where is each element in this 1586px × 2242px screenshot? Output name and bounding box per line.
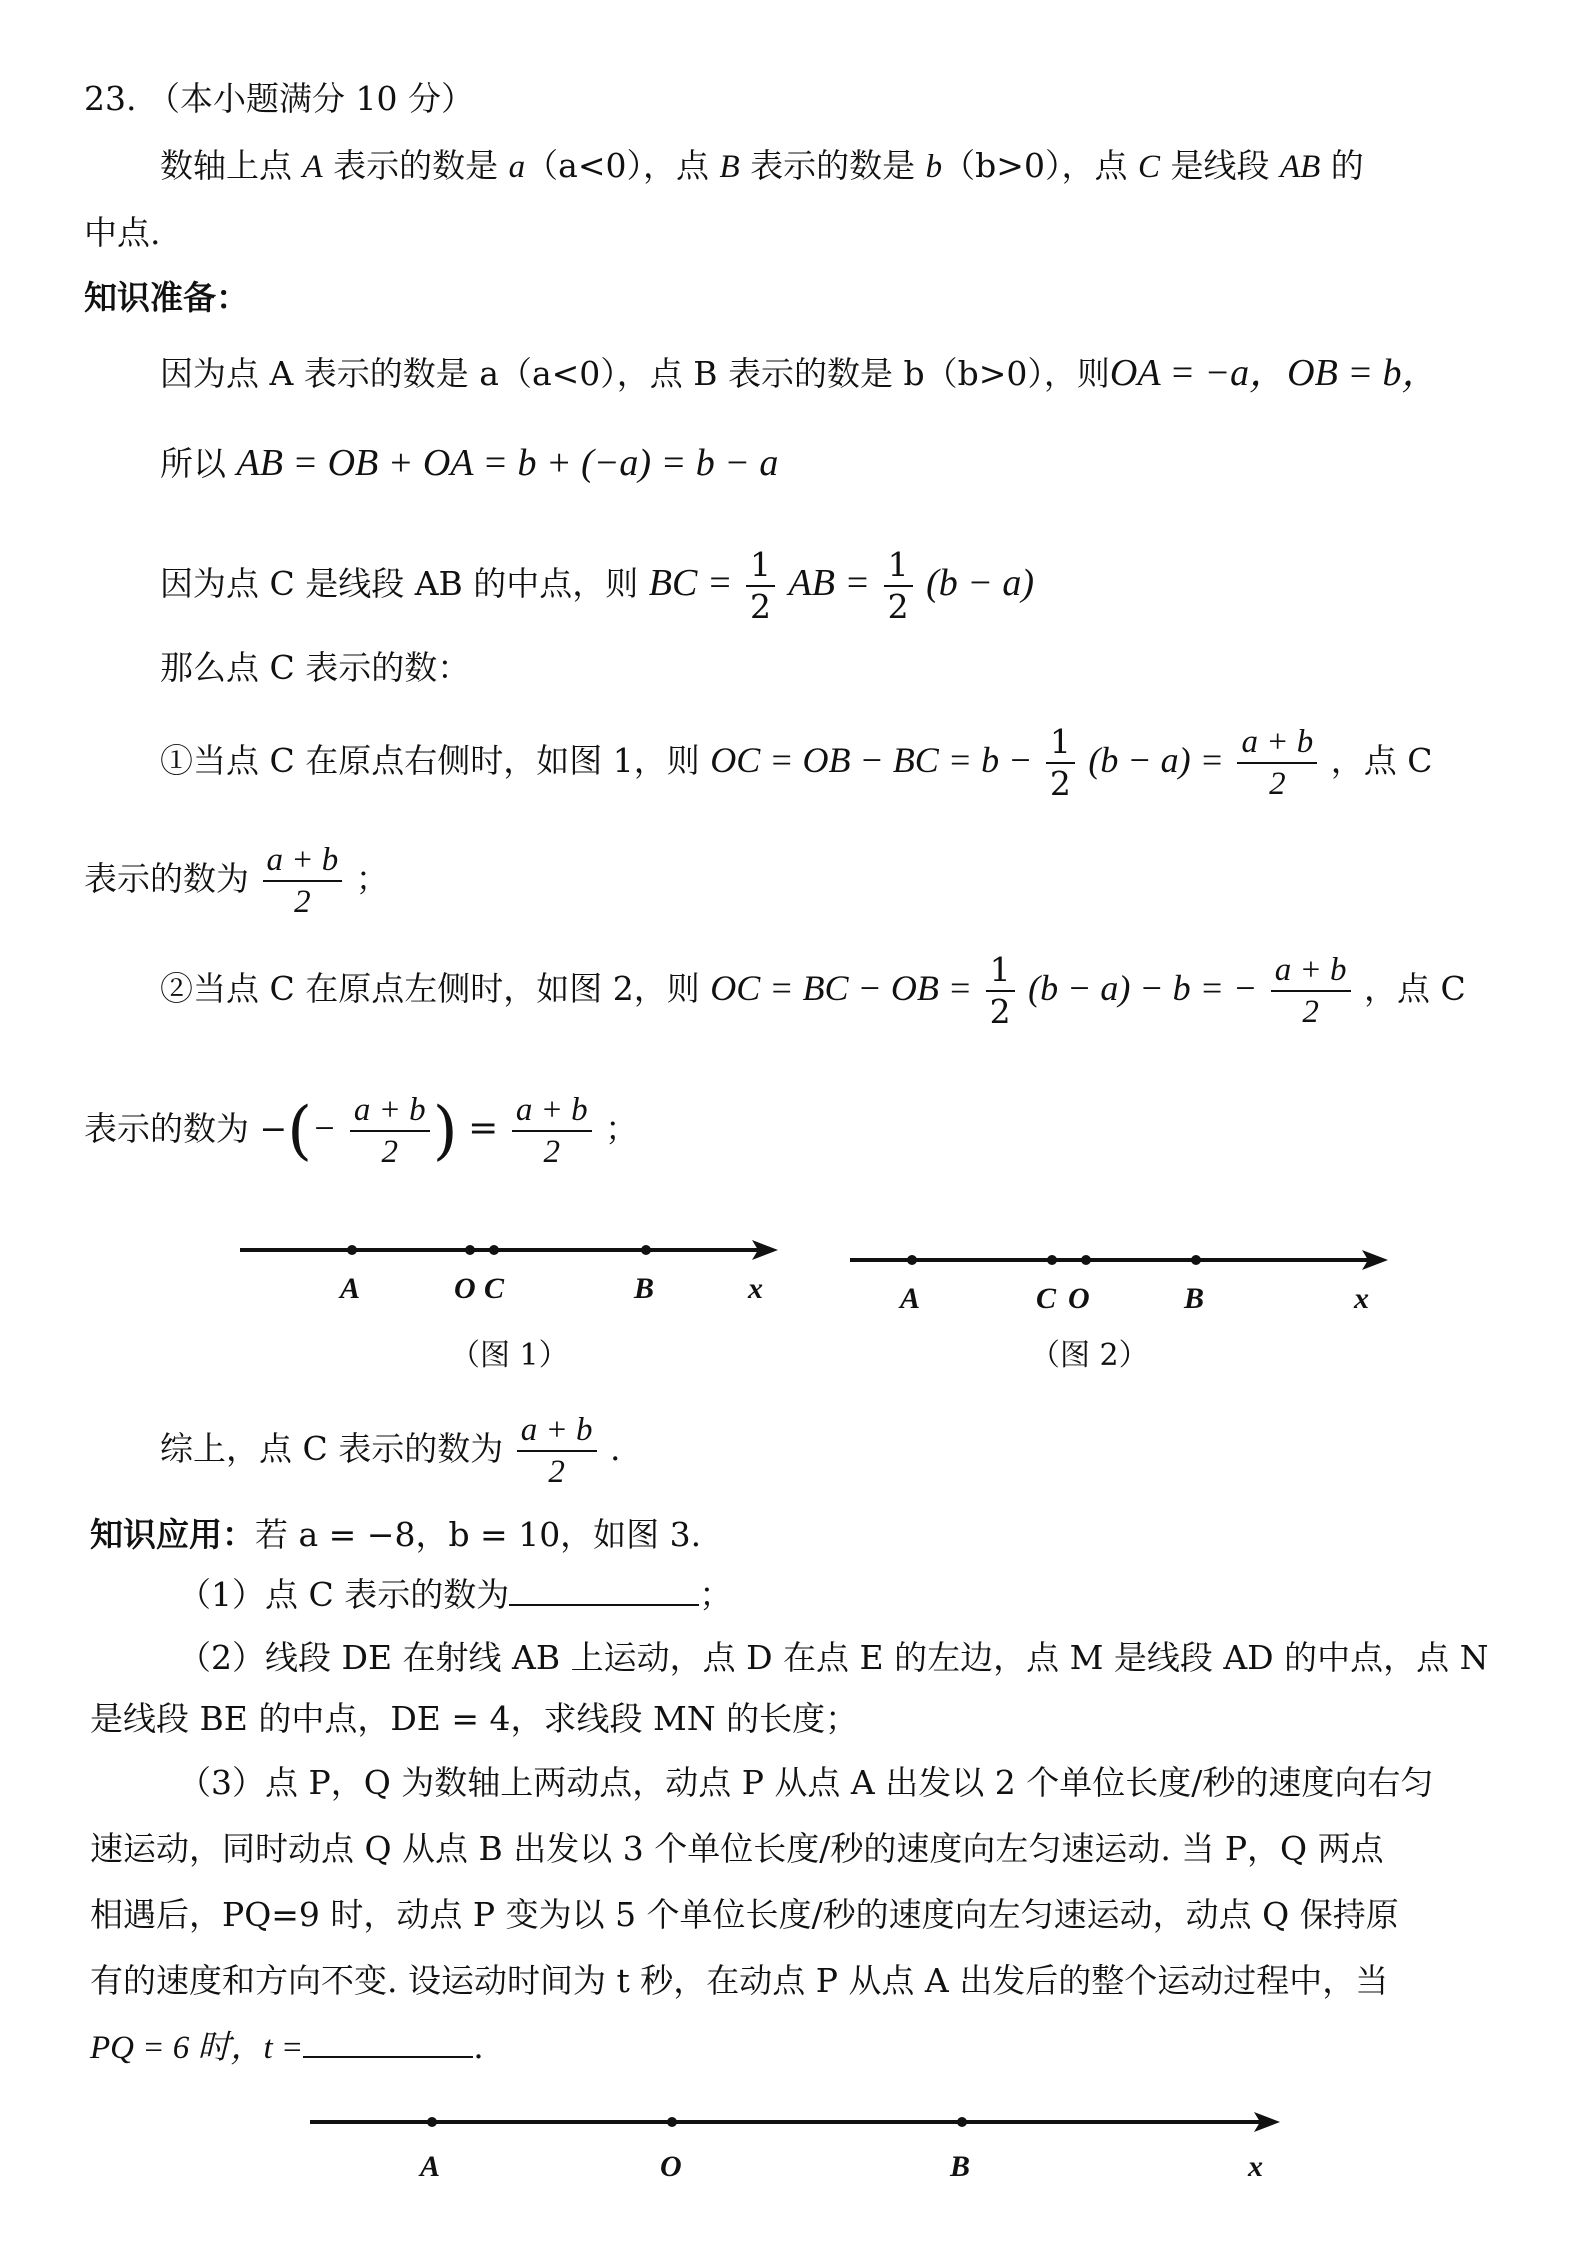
prep-text: 所以 bbox=[160, 444, 226, 483]
question-3-line-5 bbox=[90, 2024, 484, 2071]
prep-text: ①当点 C 在原点右侧时，如图 1，则 bbox=[160, 741, 700, 780]
frac-num: 1 bbox=[986, 950, 1015, 992]
fig2-label-o: O bbox=[1068, 1282, 1090, 1315]
intro-text: 的 bbox=[1330, 146, 1364, 185]
prep-line-1 bbox=[160, 350, 1439, 397]
prep-text: 因为点 A 表示的数是 a（a<0），点 B 表示的数是 b（b>0），则 bbox=[160, 354, 1110, 393]
fig1-label-c: C bbox=[484, 1272, 505, 1305]
frac-den: 2 bbox=[887, 587, 909, 626]
frac-den: 2 bbox=[1269, 766, 1286, 802]
q3-text: PQ = 6 时，t = bbox=[90, 2030, 304, 2066]
left-paren: ( bbox=[287, 1094, 313, 1168]
prep-formula: OA = −a，OB = b， bbox=[1109, 352, 1440, 394]
fig2-label-c: C bbox=[1036, 1282, 1057, 1315]
fraction-a-plus-b bbox=[263, 840, 343, 922]
intro-point-c: C bbox=[1137, 149, 1160, 185]
intro-cond-b: （b>0），点 bbox=[942, 146, 1128, 185]
fig1-label-o: O bbox=[454, 1272, 476, 1305]
prep-formula: (b − a) − b = − bbox=[1028, 968, 1258, 1008]
q1-text: （1）点 C 表示的数为 bbox=[178, 1575, 510, 1614]
intro-line-2: 中点. bbox=[84, 213, 161, 252]
prep-formula: OC = OB − BC = b − bbox=[710, 740, 1033, 780]
intro-segment-ab: AB bbox=[1279, 149, 1321, 185]
question-3-line-2: 速运动，同时动点 Q 从点 B 出发以 3 个单位长度/秒的速度向左匀速运动. 当 P，Q 两点 bbox=[90, 1829, 1384, 1868]
fraction-a-plus-b bbox=[1271, 950, 1351, 1032]
intro-text: 数轴上点 bbox=[160, 146, 292, 185]
application-heading: 知识应用： bbox=[90, 1515, 255, 1554]
fraction-half bbox=[746, 545, 775, 627]
prep-text: ，点 C bbox=[1364, 969, 1466, 1008]
prep-text: ，点 C bbox=[1330, 741, 1433, 780]
prep-formula: BC = bbox=[648, 562, 733, 604]
frac-den: 2 bbox=[294, 884, 311, 920]
q3-text: . bbox=[473, 2027, 484, 2066]
fig3-label-x: x bbox=[1248, 2150, 1263, 2183]
question-3-line-1: （3）点 P，Q 为数轴上两动点，动点 P 从点 A 出发以 2 个单位长度/秒的速度向右匀 bbox=[178, 1763, 1434, 1802]
fig3-label-a: A bbox=[420, 2150, 441, 2183]
intro-text: 表示的数是 bbox=[750, 146, 916, 185]
intro-cond-a: （a<0），点 bbox=[525, 146, 709, 185]
fig2-label-x: x bbox=[1354, 1282, 1369, 1315]
prep-line-6 bbox=[84, 840, 389, 922]
question-3-line-3: 相遇后，PQ=9 时，动点 P 变为以 5 个单位长度/秒的速度向左匀速运动，动点 Q 保持原 bbox=[90, 1895, 1399, 1934]
prep-text: 表示的数为 bbox=[84, 859, 249, 898]
question-2-line-1: （2）线段 DE 在射线 AB 上运动，点 D 在点 E 的左边，点 M 是线段 AD 的中点，点 N bbox=[178, 1638, 1489, 1677]
question-1 bbox=[178, 1572, 732, 1618]
summary-line bbox=[160, 1410, 621, 1492]
prep-line-3 bbox=[160, 545, 1034, 627]
prep-text: ②当点 C 在原点左侧时，如图 2，则 bbox=[160, 969, 700, 1008]
fig2-label-a: A bbox=[900, 1282, 921, 1315]
figure-2-number-line bbox=[840, 1230, 1400, 1320]
summary-text: 综上，点 C 表示的数为 bbox=[160, 1429, 504, 1468]
fraction-half bbox=[884, 545, 913, 627]
q3-answer-blank[interactable] bbox=[303, 2026, 473, 2058]
fig1-label-a: A bbox=[340, 1272, 361, 1305]
frac-num: a + b bbox=[1271, 950, 1351, 992]
fraction-half bbox=[986, 950, 1015, 1032]
score-note: （本小题满分 10 分） bbox=[146, 79, 474, 118]
summary-text: . bbox=[610, 1429, 621, 1468]
figure-3-number-line bbox=[300, 2092, 1290, 2192]
frac-den: 2 bbox=[989, 992, 1011, 1031]
frac-den: 2 bbox=[543, 1134, 560, 1170]
prep-text: 因为点 C 是线段 AB 的中点，则 bbox=[160, 564, 639, 603]
question-2-line-2: 是线段 BE 的中点，DE = 4，求线段 MN 的长度； bbox=[90, 1699, 859, 1738]
prep-line-2 bbox=[160, 440, 778, 487]
fraction-half bbox=[1046, 722, 1075, 804]
intro-point-b: B bbox=[719, 149, 740, 185]
intro-var-a: a bbox=[508, 149, 526, 185]
intro-line-1 bbox=[160, 143, 1364, 190]
fig2-label-b: B bbox=[1184, 1282, 1205, 1315]
intro-var-b: b bbox=[925, 149, 943, 185]
prep-formula: − bbox=[312, 1108, 337, 1148]
frac-den: 2 bbox=[548, 1454, 565, 1490]
prep-line-4: 那么点 C 表示的数： bbox=[160, 648, 471, 687]
frac-num: a + b bbox=[517, 1410, 597, 1452]
prep-formula: AB = OB + OA = b + (−a) = b − a bbox=[236, 442, 779, 484]
fraction-a-plus-b bbox=[517, 1410, 597, 1492]
fraction-a-plus-b bbox=[512, 1090, 592, 1172]
frac-num: 1 bbox=[1046, 722, 1075, 764]
frac-den: 2 bbox=[1049, 764, 1071, 803]
problem-number: 23. bbox=[84, 79, 137, 118]
frac-num: a + b bbox=[263, 840, 343, 882]
fraction-a-plus-b bbox=[1237, 722, 1317, 804]
fraction-a-plus-b bbox=[350, 1090, 430, 1172]
application-line bbox=[90, 1512, 701, 1558]
prep-text: 表示的数为 − bbox=[84, 1109, 288, 1148]
prep-line-8 bbox=[84, 1090, 638, 1172]
prep-formula: (b − a) = bbox=[1088, 740, 1224, 780]
prep-formula: OC = BC − OB = bbox=[710, 968, 973, 1008]
frac-num: a + b bbox=[1237, 722, 1317, 764]
prep-heading: 知识准备： bbox=[84, 278, 249, 317]
intro-text: 是线段 bbox=[1170, 146, 1270, 185]
prep-text: ； bbox=[355, 859, 389, 898]
figure-1-number-line bbox=[230, 1220, 790, 1310]
prep-text: ； bbox=[605, 1109, 639, 1148]
problem-header bbox=[84, 76, 474, 122]
fig3-label-b: B bbox=[950, 2150, 971, 2183]
frac-num: 1 bbox=[884, 545, 913, 587]
frac-den: 2 bbox=[1302, 994, 1319, 1030]
frac-num: 1 bbox=[746, 545, 775, 587]
q1-text: ； bbox=[699, 1575, 733, 1614]
intro-point-a: A bbox=[302, 149, 323, 185]
prep-formula: AB = bbox=[788, 562, 871, 604]
prep-formula: = bbox=[468, 1108, 499, 1149]
fig1-label-x: x bbox=[748, 1272, 763, 1305]
prep-line-5 bbox=[160, 722, 1432, 804]
fig1-label-b: B bbox=[634, 1272, 655, 1305]
right-paren: ) bbox=[432, 1094, 458, 1168]
fig3-label-o: O bbox=[660, 2150, 682, 2183]
frac-num: a + b bbox=[350, 1090, 430, 1132]
frac-den: 2 bbox=[381, 1134, 399, 1170]
prep-line-7 bbox=[160, 950, 1466, 1032]
intro-text: 表示的数是 bbox=[333, 146, 499, 185]
frac-den: 2 bbox=[750, 587, 771, 626]
prep-formula: (b − a) bbox=[926, 562, 1035, 604]
q1-answer-blank[interactable] bbox=[509, 1574, 699, 1606]
application-given: 若 a = −8，b = 10，如图 3. bbox=[255, 1515, 702, 1554]
question-3-line-4: 有的速度和方向不变. 设运动时间为 t 秒，在动点 P 从点 A 出发后的整个运动过程中，当 bbox=[90, 1961, 1389, 2000]
figure-2-caption: （图 2） bbox=[1030, 1338, 1149, 1373]
figure-1-caption: （图 1） bbox=[450, 1338, 569, 1373]
frac-num: a + b bbox=[512, 1090, 592, 1132]
